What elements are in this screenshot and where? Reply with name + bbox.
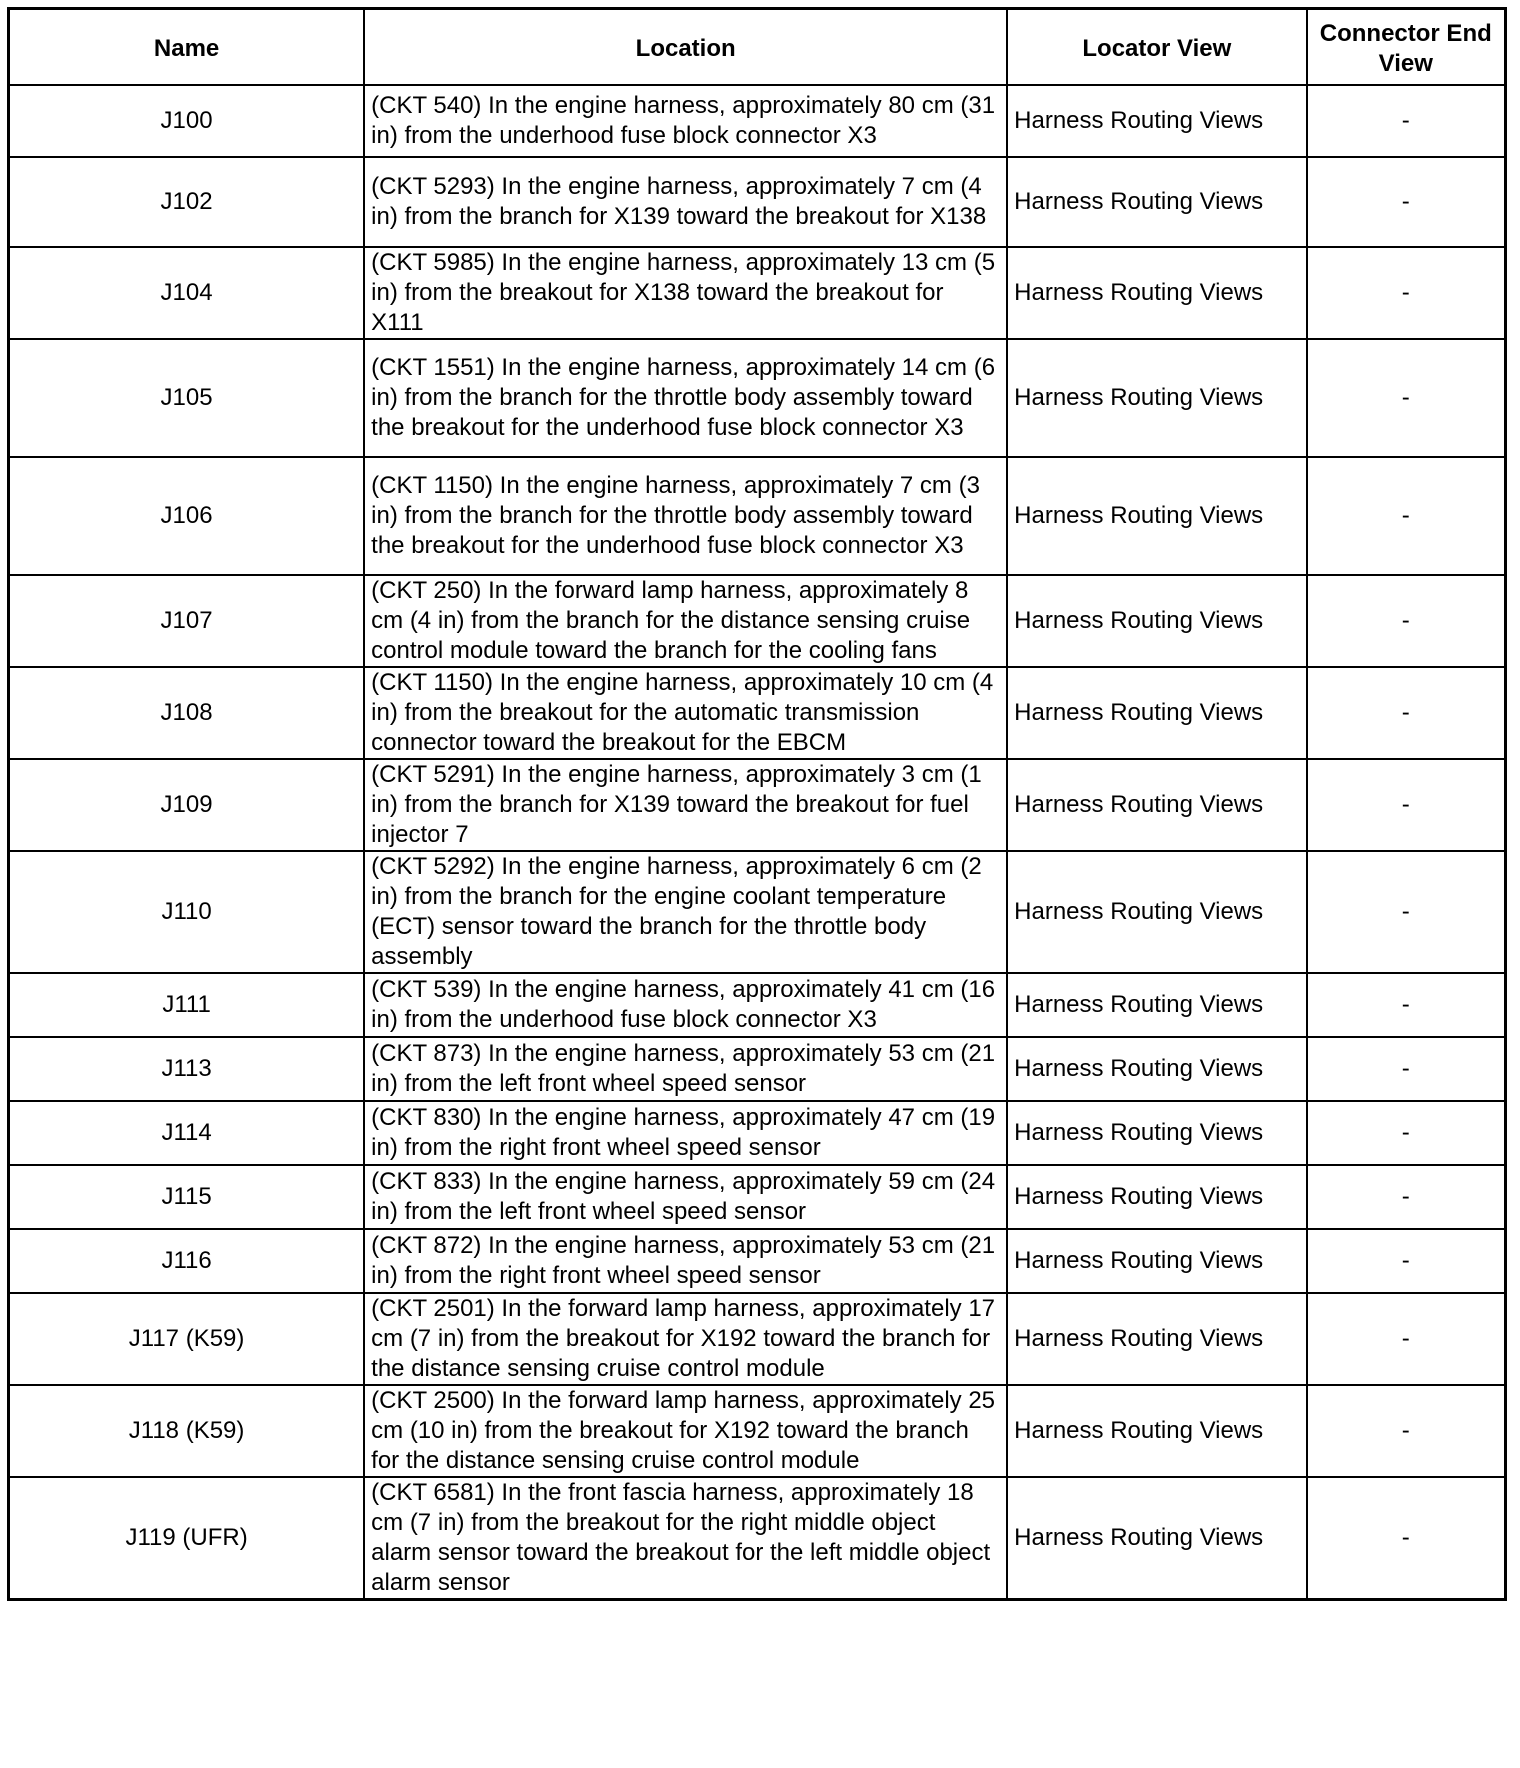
locator-view-link: Harness Routing Views <box>1007 1037 1306 1101</box>
table-row <box>9 667 1506 759</box>
table-body <box>9 85 1506 1600</box>
splice-location: (CKT 6581) In the front fascia harness, approximately 18 cm (7 in) from the breakout for the right middle object alarm sensor toward the breakout for the left middle object alarm sensor <box>364 1477 1007 1600</box>
connector-end-view: - <box>1307 1165 1506 1229</box>
header-row <box>9 9 1506 86</box>
splice-name: J107 <box>9 575 365 667</box>
locator-view-link: Harness Routing Views <box>1007 759 1306 851</box>
connector-end-view: - <box>1307 1477 1506 1600</box>
header-locator-view: Locator View <box>1007 9 1306 86</box>
locator-view-link: Harness Routing Views <box>1007 157 1306 247</box>
splice-name: J100 <box>9 85 365 157</box>
splice-location: (CKT 5985) In the engine harness, approximately 13 cm (5 in) from the breakout for X138 toward the breakout for X111 <box>364 247 1007 339</box>
splice-location: (CKT 250) In the forward lamp harness, approximately 8 cm (4 in) from the branch for the distance sensing cruise control module toward the branch for the cooling fans <box>364 575 1007 667</box>
header-name: Name <box>9 9 365 86</box>
splice-location: (CKT 5292) In the engine harness, approximately 6 cm (2 in) from the branch for the engine coolant temperature (ECT) sensor toward the branch for the throttle body assembly <box>364 851 1007 973</box>
table-row <box>9 85 1506 157</box>
connector-end-view: - <box>1307 339 1506 457</box>
splice-location: (CKT 5293) In the engine harness, approximately 7 cm (4 in) from the branch for X139 toward the breakout for X138 <box>364 157 1007 247</box>
splice-location: (CKT 1150) In the engine harness, approximately 7 cm (3 in) from the branch for the throttle body assembly toward the breakout for the underhood fuse block connector X3 <box>364 457 1007 575</box>
locator-view-link: Harness Routing Views <box>1007 1229 1306 1293</box>
splice-name: J116 <box>9 1229 365 1293</box>
locator-view-link: Harness Routing Views <box>1007 1385 1306 1477</box>
splice-location: (CKT 873) In the engine harness, approximately 53 cm (21 in) from the left front wheel speed sensor <box>364 1037 1007 1101</box>
splice-location-table <box>7 7 1507 1601</box>
splice-name: J117 (K59) <box>9 1293 365 1385</box>
locator-view-link: Harness Routing Views <box>1007 851 1306 973</box>
splice-name: J111 <box>9 973 365 1037</box>
table-row <box>9 1037 1506 1101</box>
connector-end-view: - <box>1307 1229 1506 1293</box>
locator-view-link: Harness Routing Views <box>1007 1293 1306 1385</box>
splice-name: J113 <box>9 1037 365 1101</box>
connector-end-view: - <box>1307 1101 1506 1165</box>
header-connector-end-view: Connector End View <box>1307 9 1506 86</box>
splice-name: J104 <box>9 247 365 339</box>
locator-view-link: Harness Routing Views <box>1007 1165 1306 1229</box>
table-row <box>9 1165 1506 1229</box>
splice-name: J108 <box>9 667 365 759</box>
splice-location: (CKT 1551) In the engine harness, approximately 14 cm (6 in) from the branch for the throttle body assembly toward the breakout for the underhood fuse block connector X3 <box>364 339 1007 457</box>
connector-end-view: - <box>1307 1385 1506 1477</box>
connector-end-view: - <box>1307 1037 1506 1101</box>
connector-end-view: - <box>1307 85 1506 157</box>
table-row <box>9 1229 1506 1293</box>
splice-name: J105 <box>9 339 365 457</box>
connector-end-view: - <box>1307 457 1506 575</box>
splice-name: J114 <box>9 1101 365 1165</box>
locator-view-link: Harness Routing Views <box>1007 247 1306 339</box>
connector-end-view: - <box>1307 973 1506 1037</box>
locator-view-link: Harness Routing Views <box>1007 1101 1306 1165</box>
locator-view-link: Harness Routing Views <box>1007 85 1306 157</box>
splice-location: (CKT 1150) In the engine harness, approximately 10 cm (4 in) from the breakout for the automatic transmission connector toward the breakout for the EBCM <box>364 667 1007 759</box>
splice-name: J115 <box>9 1165 365 1229</box>
splice-name: J110 <box>9 851 365 973</box>
splice-name: J102 <box>9 157 365 247</box>
splice-location: (CKT 2501) In the forward lamp harness, approximately 17 cm (7 in) from the breakout for X192 toward the branch for the distance sensing cruise control module <box>364 1293 1007 1385</box>
splice-location: (CKT 539) In the engine harness, approximately 41 cm (16 in) from the underhood fuse block connector X3 <box>364 973 1007 1037</box>
splice-location: (CKT 833) In the engine harness, approximately 59 cm (24 in) from the left front wheel speed sensor <box>364 1165 1007 1229</box>
connector-end-view: - <box>1307 851 1506 973</box>
connector-end-view: - <box>1307 575 1506 667</box>
connector-end-view: - <box>1307 1293 1506 1385</box>
table-row <box>9 575 1506 667</box>
table-row <box>9 973 1506 1037</box>
connector-end-view: - <box>1307 157 1506 247</box>
splice-name: J109 <box>9 759 365 851</box>
header-location: Location <box>364 9 1007 86</box>
table-row <box>9 759 1506 851</box>
splice-location: (CKT 540) In the engine harness, approximately 80 cm (31 in) from the underhood fuse block connector X3 <box>364 85 1007 157</box>
table-row <box>9 1101 1506 1165</box>
connector-end-view: - <box>1307 247 1506 339</box>
table-row <box>9 1293 1506 1385</box>
splice-name: J119 (UFR) <box>9 1477 365 1600</box>
table-row <box>9 1477 1506 1600</box>
locator-view-link: Harness Routing Views <box>1007 1477 1306 1600</box>
locator-view-link: Harness Routing Views <box>1007 575 1306 667</box>
splice-name: J106 <box>9 457 365 575</box>
locator-view-link: Harness Routing Views <box>1007 973 1306 1037</box>
locator-view-link: Harness Routing Views <box>1007 667 1306 759</box>
table-row <box>9 851 1506 973</box>
splice-name: J118 (K59) <box>9 1385 365 1477</box>
splice-location: (CKT 5291) In the engine harness, approximately 3 cm (1 in) from the branch for X139 toward the breakout for fuel injector 7 <box>364 759 1007 851</box>
table-row <box>9 157 1506 247</box>
table-row <box>9 339 1506 457</box>
splice-location: (CKT 872) In the engine harness, approximately 53 cm (21 in) from the right front wheel speed sensor <box>364 1229 1007 1293</box>
connector-end-view: - <box>1307 667 1506 759</box>
table-row <box>9 457 1506 575</box>
table-row <box>9 247 1506 339</box>
locator-view-link: Harness Routing Views <box>1007 457 1306 575</box>
connector-end-view: - <box>1307 759 1506 851</box>
splice-location: (CKT 2500) In the forward lamp harness, approximately 25 cm (10 in) from the breakout for X192 toward the branch for the distance sensing cruise control module <box>364 1385 1007 1477</box>
locator-view-link: Harness Routing Views <box>1007 339 1306 457</box>
table-row <box>9 1385 1506 1477</box>
splice-location: (CKT 830) In the engine harness, approximately 47 cm (19 in) from the right front wheel speed sensor <box>364 1101 1007 1165</box>
